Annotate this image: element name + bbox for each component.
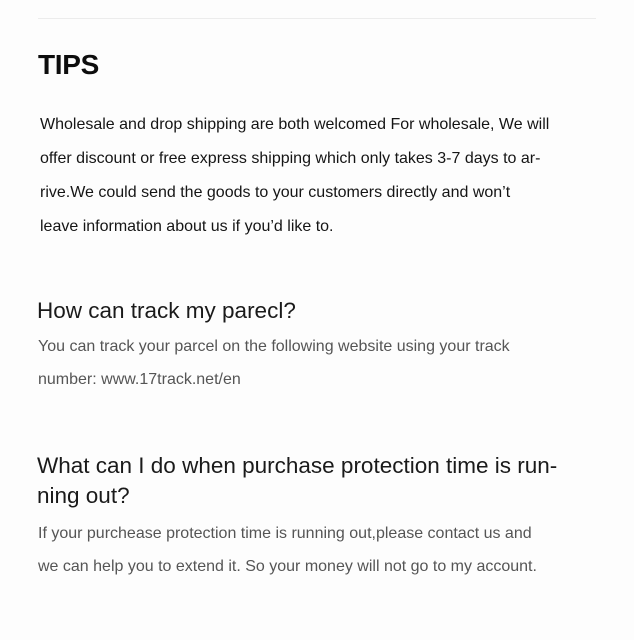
top-divider — [38, 18, 596, 19]
faq-question-tracking — [37, 296, 296, 326]
faq-question-line: ning out? — [37, 483, 130, 508]
tips-line: rive.We could send the goods to your customers directly and won’t — [40, 184, 511, 201]
tips-line: Wholesale and drop shipping are both welcomed For wholesale, We will — [40, 116, 550, 133]
faq-answer-protection — [38, 517, 537, 583]
faq-answer-line: You can track your parcel on the following website using your track — [38, 338, 510, 355]
tips-title: TIPS — [38, 49, 100, 80]
faq-question-line: How can track my parecl? — [37, 298, 296, 323]
tips-line: offer discount or free express shipping which only takes 3-7 days to ar- — [40, 150, 541, 167]
faq-answer-line: we can help you to extend it. So your money will not go to my account. — [38, 558, 537, 575]
faq-question-protection — [37, 451, 557, 511]
tips-line: leave information about us if you’d like to. — [40, 218, 334, 235]
tips-paragraph — [40, 108, 600, 244]
faq-answer-tracking — [38, 330, 510, 396]
faq-question-line: What can I do when purchase protection time is run- — [37, 453, 558, 478]
faq-answer-line: number: www.17track.net/en — [38, 371, 241, 388]
faq-answer-line: If your purchease protection time is running out,please contact us and — [38, 525, 532, 542]
